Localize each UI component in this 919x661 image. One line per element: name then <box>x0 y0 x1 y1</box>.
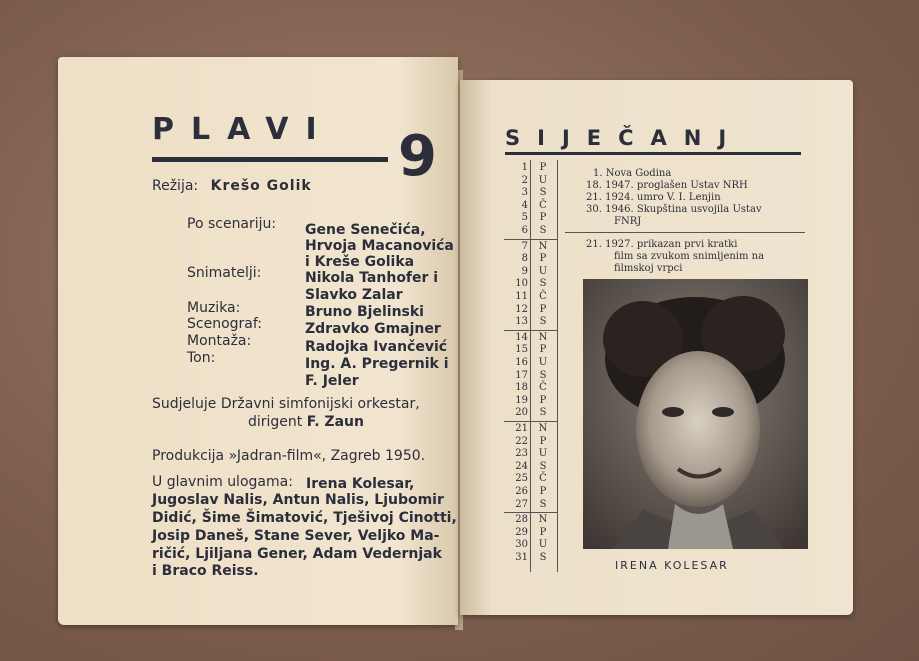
day-number: 20 <box>515 407 528 419</box>
day-number: 10 <box>515 278 528 290</box>
calendar-day-row <box>500 370 560 383</box>
month-title: SIJEČANJ <box>505 126 744 150</box>
calendar-day-row <box>500 253 560 266</box>
calendar-day-row <box>500 448 560 461</box>
weekday-letter: S <box>539 369 547 381</box>
day-number: 27 <box>515 498 528 510</box>
calendar-day-row <box>500 304 560 317</box>
calendar-day-row <box>500 212 560 225</box>
calendar-day-row <box>500 241 560 254</box>
weekday-letter: P <box>539 253 547 265</box>
day-number: 19 <box>515 394 528 406</box>
weekday-letter: P <box>539 344 547 356</box>
events-list <box>565 168 762 228</box>
day-number: 29 <box>515 526 528 538</box>
day-number: 9 <box>521 265 528 277</box>
calendar-day-row <box>500 162 560 175</box>
calendar-day-row <box>500 407 560 420</box>
weekday-letter: S <box>539 552 547 563</box>
day-number: 8 <box>521 253 528 265</box>
day-number: 13 <box>515 316 528 328</box>
month-underline <box>505 152 801 155</box>
day-number: 26 <box>515 486 528 497</box>
day-number: 30 <box>515 539 528 551</box>
credit-value-line: Zdravko Gmajner <box>305 321 441 337</box>
credit-value-line: Nikola Tanhofer i <box>305 270 439 286</box>
credit-value-line: Hrvoja Macanovića <box>305 238 454 254</box>
event-line: 21. 1924. umro V. I. Lenjin <box>586 192 721 203</box>
event-line: 18. 1947. proglašen Ustav NRH <box>586 180 748 191</box>
weekday-letter: P <box>539 394 547 406</box>
weekday-letter: U <box>538 357 548 368</box>
credit-value-line: i Kreše Golika <box>305 254 415 270</box>
cast-line: ričić, Ljiljana Gener, Adam Vedernjak <box>152 546 442 562</box>
weekday-letter: P <box>539 212 547 224</box>
weekday-letter: U <box>538 448 548 460</box>
week-separator <box>504 512 558 513</box>
calendar-day-row <box>500 527 560 540</box>
weekday-letter: S <box>539 460 547 472</box>
day-number: 15 <box>515 344 528 356</box>
event-line: film sa zvukom snimljenim na <box>614 251 765 262</box>
day-number: 16 <box>515 357 528 368</box>
calendar-day-row <box>500 436 560 449</box>
day-number: 6 <box>521 225 528 236</box>
day-number: 17 <box>515 369 528 381</box>
event-line: 30. 1946. Skupština usvojila Ustav <box>586 204 762 215</box>
week-separator <box>504 330 558 331</box>
calendar-day-row <box>500 291 560 304</box>
credit-value-line: Radojka Ivančević <box>305 339 448 355</box>
day-number: 12 <box>515 303 528 315</box>
credit-value-line: Gene Senečića, <box>305 222 426 238</box>
calendar-day-row <box>500 332 560 345</box>
film-number: 9 <box>398 124 437 189</box>
day-number: 3 <box>521 187 528 199</box>
day-number: 4 <box>521 199 528 211</box>
weekday-letter: N <box>538 423 548 434</box>
day-number: 22 <box>515 435 528 447</box>
weekday-letter: U <box>538 539 548 551</box>
calendar-day-row <box>500 187 560 200</box>
event-line: FNRJ <box>614 216 642 227</box>
weekday-letter: P <box>539 435 547 447</box>
credit-label-editing: Montaža: <box>187 333 252 349</box>
day-number: 14 <box>515 331 528 343</box>
cast-intro: U glavnim ulogama: <box>152 474 293 490</box>
cast-line: Didić, Šime Šimatović, Tješivoj Cinotti, <box>152 510 457 526</box>
cast-line: Jugoslav Nalis, Antun Nalis, Ljubomir <box>152 492 444 508</box>
credit-value-line: F. Jeler <box>305 373 359 389</box>
calendar-day-row <box>500 266 560 279</box>
weekday-letter: U <box>538 174 548 186</box>
events-list <box>565 239 764 275</box>
calendar-day-row <box>500 461 560 474</box>
weekday-letter: Č <box>539 199 547 211</box>
weekday-letter: P <box>539 303 547 315</box>
day-number: 21 <box>515 423 528 434</box>
weekday-letter: S <box>539 316 547 328</box>
credit-value: Krešo Golik <box>210 178 312 194</box>
credit-value-line: Bruno Bjelinski <box>305 304 424 320</box>
credit-label: Režija: <box>152 178 199 194</box>
credit-director <box>152 178 312 194</box>
cast-line: Irena Kolesar, <box>306 476 415 492</box>
conductor-line <box>248 414 364 430</box>
calendar-day-row <box>500 357 560 370</box>
day-number: 31 <box>515 552 528 563</box>
credit-value-line: Slavko Zalar <box>305 287 403 303</box>
weekday-letter: N <box>538 240 548 252</box>
day-number: 5 <box>521 212 528 224</box>
conductor-name: F. Zaun <box>306 414 364 430</box>
weekday-letter: U <box>538 265 548 277</box>
conductor-prefix: dirigent <box>248 414 307 430</box>
credit-value-line: Ing. A. Pregernik i <box>305 356 449 372</box>
weekday-letter: P <box>539 162 547 173</box>
credit-label-set: Scenograf: <box>187 316 263 332</box>
weekday-letter: Č <box>539 382 547 394</box>
weekday-letter: Č <box>539 473 547 485</box>
event-line: 1. Nova Godina <box>593 168 672 179</box>
cast-line: i Braco Reiss. <box>152 563 259 579</box>
calendar-day-row <box>500 473 560 486</box>
credit-label-music: Muzika: <box>187 300 241 316</box>
calendar-day-row <box>500 486 560 499</box>
day-number: 1 <box>521 162 528 173</box>
day-number: 7 <box>521 240 528 252</box>
calendar-day-row <box>500 552 560 565</box>
calendar-day-row <box>500 395 560 408</box>
weekday-letter: Č <box>539 291 547 302</box>
actress-photo <box>583 279 808 549</box>
photo-caption: IRENA KOLESAR <box>615 559 729 572</box>
orchestra-line: Sudjeluje Državni simfonijski orkestar, <box>152 396 420 412</box>
cast-line: Josip Daneš, Stane Sever, Veljko Ma- <box>152 528 440 544</box>
calendar-day-row <box>500 200 560 213</box>
calendar-day-row <box>500 278 560 291</box>
day-number: 23 <box>515 448 528 460</box>
event-line: filmskoj vrpci <box>614 263 683 274</box>
calendar-day-row <box>500 423 560 436</box>
production-line: Produkcija »Jadran-film«, Zagreb 1950. <box>152 448 426 464</box>
calendar-day-row <box>500 514 560 527</box>
film-title: PLAVI <box>152 112 334 147</box>
week-separator <box>504 421 558 422</box>
day-number: 18 <box>515 382 528 394</box>
credit-label-screenplay: Po scenariju: <box>187 216 277 232</box>
weekday-letter: S <box>539 225 547 236</box>
credit-label-camera: Snimatelji: <box>187 265 262 281</box>
calendar-day-row <box>500 225 560 238</box>
portrait-image <box>583 279 808 549</box>
weekday-letter: N <box>538 331 548 343</box>
week-separator <box>504 239 558 240</box>
calendar-day-row <box>500 175 560 188</box>
day-number: 11 <box>515 291 528 302</box>
events-divider <box>565 232 805 233</box>
weekday-letter: S <box>539 498 547 510</box>
day-number: 24 <box>515 460 528 472</box>
weekday-letter: P <box>539 526 547 538</box>
weekday-letter: S <box>539 407 547 419</box>
calendar-day-row <box>500 499 560 512</box>
credit-label-sound: Ton: <box>187 350 216 366</box>
calendar-day-row <box>500 382 560 395</box>
weekday-letter: N <box>538 514 548 526</box>
day-number: 28 <box>515 514 528 526</box>
calendar-day-row <box>500 539 560 552</box>
weekday-letter: S <box>539 278 547 290</box>
calendar-day-row <box>500 344 560 357</box>
title-underline <box>152 157 388 162</box>
day-number: 25 <box>515 473 528 485</box>
weekday-letter: S <box>539 187 547 199</box>
day-number: 2 <box>521 174 528 186</box>
calendar-day-row <box>500 316 560 329</box>
weekday-letter: P <box>539 486 547 497</box>
event-line: 21. 1927. prikazan prvi kratki <box>586 239 738 250</box>
